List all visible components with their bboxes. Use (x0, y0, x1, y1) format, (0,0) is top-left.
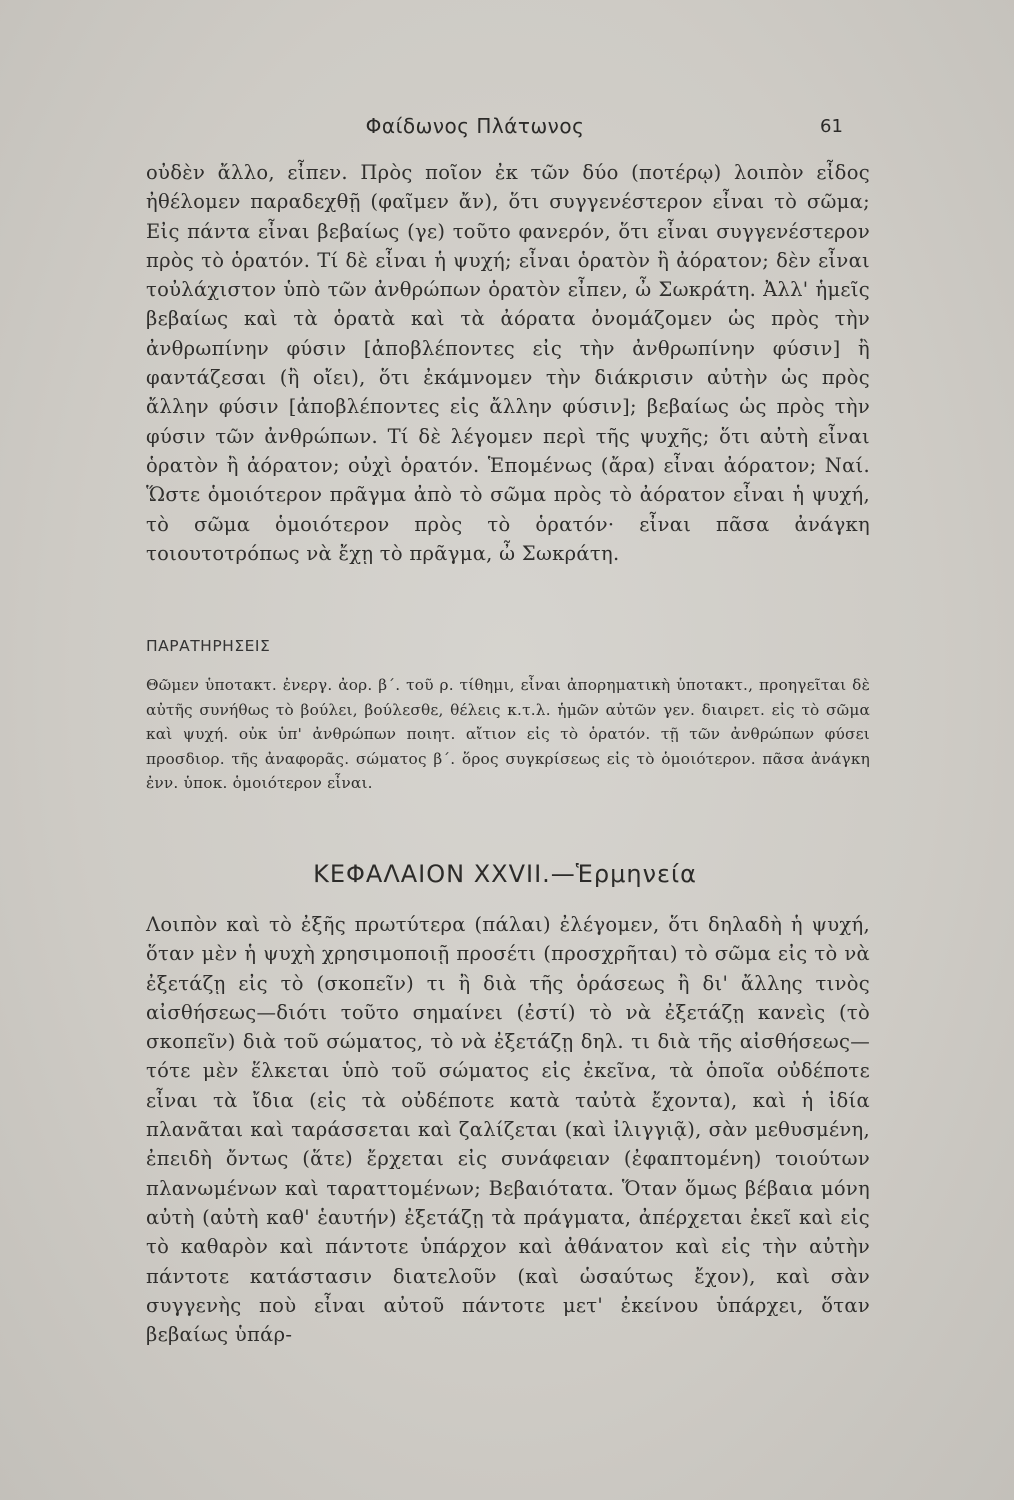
notes-heading: ΠΑΡΑΤΗΡΗΣΕΙΣ (146, 637, 271, 655)
main-paragraph: οὐδὲν ἄλλο, εἶπεν. Πρὸς ποῖον ἐκ τῶν δύο (ποτέρῳ) λοιπὸν εἶδος ἠθέλομεν παραδεχθῇ (φαῖμεν ἄν), ὅτι συγγενέστερον εἶναι τὸ σῶμα; Εἰς πάντα εἶναι βεβαίως (γε) τοῦτο φανερόν, ὅτι εἶναι συγγενέστερον πρὸς τὸ ὁρατόν. Τί δὲ εἶναι ἡ ψυχή; εἶναι ὁρατὸν ἢ ἀόρατον; δὲν εἶναι τοὐλάχιστον ὑπὸ τῶν ἀνθρώπων ὁρατὸν εἶπεν, ὦ Σωκράτη. Ἀλλ' ἡμεῖς βεβαίως καὶ τὰ ὁρατὰ καὶ τὰ ἀόρατα ὀνομάζομεν ὡς πρὸς τὴν ἀνθρωπίνην φύσιν [ἀποβλέποντες εἰς τὴν ἀνθρωπίνην φύσιν] ἢ φαντάζεσαι (ἢ οἴει), ὅτι ἐκάμνομεν τὴν διάκρισιν αὐτὴν ὡς πρὸς ἄλλην φύσιν [ἀποβλέποντες εἰς ἄλλην φύσιν]; βεβαίως ὡς πρὸς τὴν φύσιν τῶν ἀνθρώπων. Τί δὲ λέγομεν περὶ τῆς ψυχῆς; ὅτι αὐτὴ εἶναι ὁρατὸν ἢ ἀόρατον; οὐχὶ ὁρατόν. Ἑπομένως (ἄρα) εἶναι ἀόρατον; Ναί. Ὥστε ὁμοιότερον πρᾶγμα ἀπὸ τὸ σῶμα πρὸς τὸ ἀόρατον εἶναι ἡ ψυχή, τὸ σῶμα ὁμοιότερον πρὸς τὸ ὁρατόν· εἶναι πᾶσα ἀνάγκη τοιουτοτρόπως νὰ ἔχῃ τὸ πρᾶγμα, ὦ Σωκράτη. (146, 161, 870, 565)
notes-paragraph: Θῶμεν ὑποτακτ. ἐνεργ. ἀορ. β΄. τοῦ ρ. τίθημι, εἶναι ἀπορηματικὴ ὑποτακτ., προηγεῖται δὲ αὐτῆς συνήθως τὸ βούλει, βούλεσθε, θέλεις κ.τ.λ. ἡμῶν αὐτῶν γεν. διαιρετ. εἰς τὸ σῶμα καὶ ψυχή. οὐκ ὑπ' ἀνθρώπων ποιητ. αἴτιον εἰς τὸ ὁρατόν. τῇ τῶν ἀνθρώπων φύσει προσδιορ. τῆς ἀναφορᾶς. σώματος β΄. ὅρος συγκρίσεως εἰς τὸ ὁμοιότερον. πᾶσα ἀνάγκη ἐνν. ὑποκ. ὁμοιότερον εἶναι. (146, 676, 870, 793)
running-title: Φαίδωνος Πλάτωνος (365, 114, 585, 138)
page-header (0, 114, 1014, 144)
main-text-block (146, 158, 870, 568)
chapter-text-block (146, 910, 870, 1349)
chapter-heading: ΚΕΦΑΛΑΙΟΝ XXVII.—Ἑρμηνεία (313, 860, 697, 888)
page-number: 61 (820, 116, 843, 137)
notes-block (146, 673, 870, 796)
chapter-paragraph: Λοιπὸν καὶ τὸ ἐξῆς πρωτύτερα (πάλαι) ἐλέγομεν, ὅτι δηλαδὴ ἡ ψυχή, ὅταν μὲν ἡ ψυχὴ χρησιμοποιῇ προσέτι (προσχρῆται) τὸ σῶμα εἰς τὸ νὰ ἐξετάζῃ εἰς τὸ (σκοπεῖν) τι ἢ διὰ τῆς ὁράσεως ἢ δι' ἄλλης τινὸς αἰσθήσεως—διότι τοῦτο σημαίνει (ἐστί) τὸ νὰ ἐξετάζῃ κανεὶς (τὸ σκοπεῖν) διὰ τοῦ σώματος, τὸ νὰ ἐξετάζῃ δηλ. τι διὰ τῆς αἰσθήσεως—τότε μὲν ἕλκεται ὑπὸ τοῦ σώματος εἰς ἐκεῖνα, τὰ ὁποῖα οὐδέποτε εἶναι τὰ ἴδια (εἰς τὰ οὐδέποτε κατὰ ταὐτὰ ἔχοντα), καὶ ἡ ἰδία πλανᾶται καὶ ταράσσεται καὶ ζαλίζεται (καὶ ἰλιγγιᾷ), σὰν μεθυσμένη, ἐπειδὴ ὄντως (ἅτε) ἔρχεται εἰς συνάφειαν (ἐφαπτομένη) τοιούτων πλανωμένων καὶ ταραττομένων; Βεβαιότατα. Ὅταν ὅμως βέβαια μόνη αὐτὴ (αὐτὴ καθ' ἑαυτήν) ἐξετάζῃ τὰ πράγματα, ἀπέρχεται ἐκεῖ καὶ εἰς τὸ καθαρὸν καὶ πάντοτε ὑπάρχον καὶ ἀθάνατον καὶ εἰς τὴν αὐτὴν πάντοτε κατάστασιν διατελοῦν (καὶ ὡσαύτως ἔχον), καὶ σὰν συγγενὴς ποὺ εἶναι αὐτοῦ πάντοτε μετ' ἐκείνου ὑπάρχει, ὅταν βεβαίως ὑπάρ- (146, 913, 870, 1347)
